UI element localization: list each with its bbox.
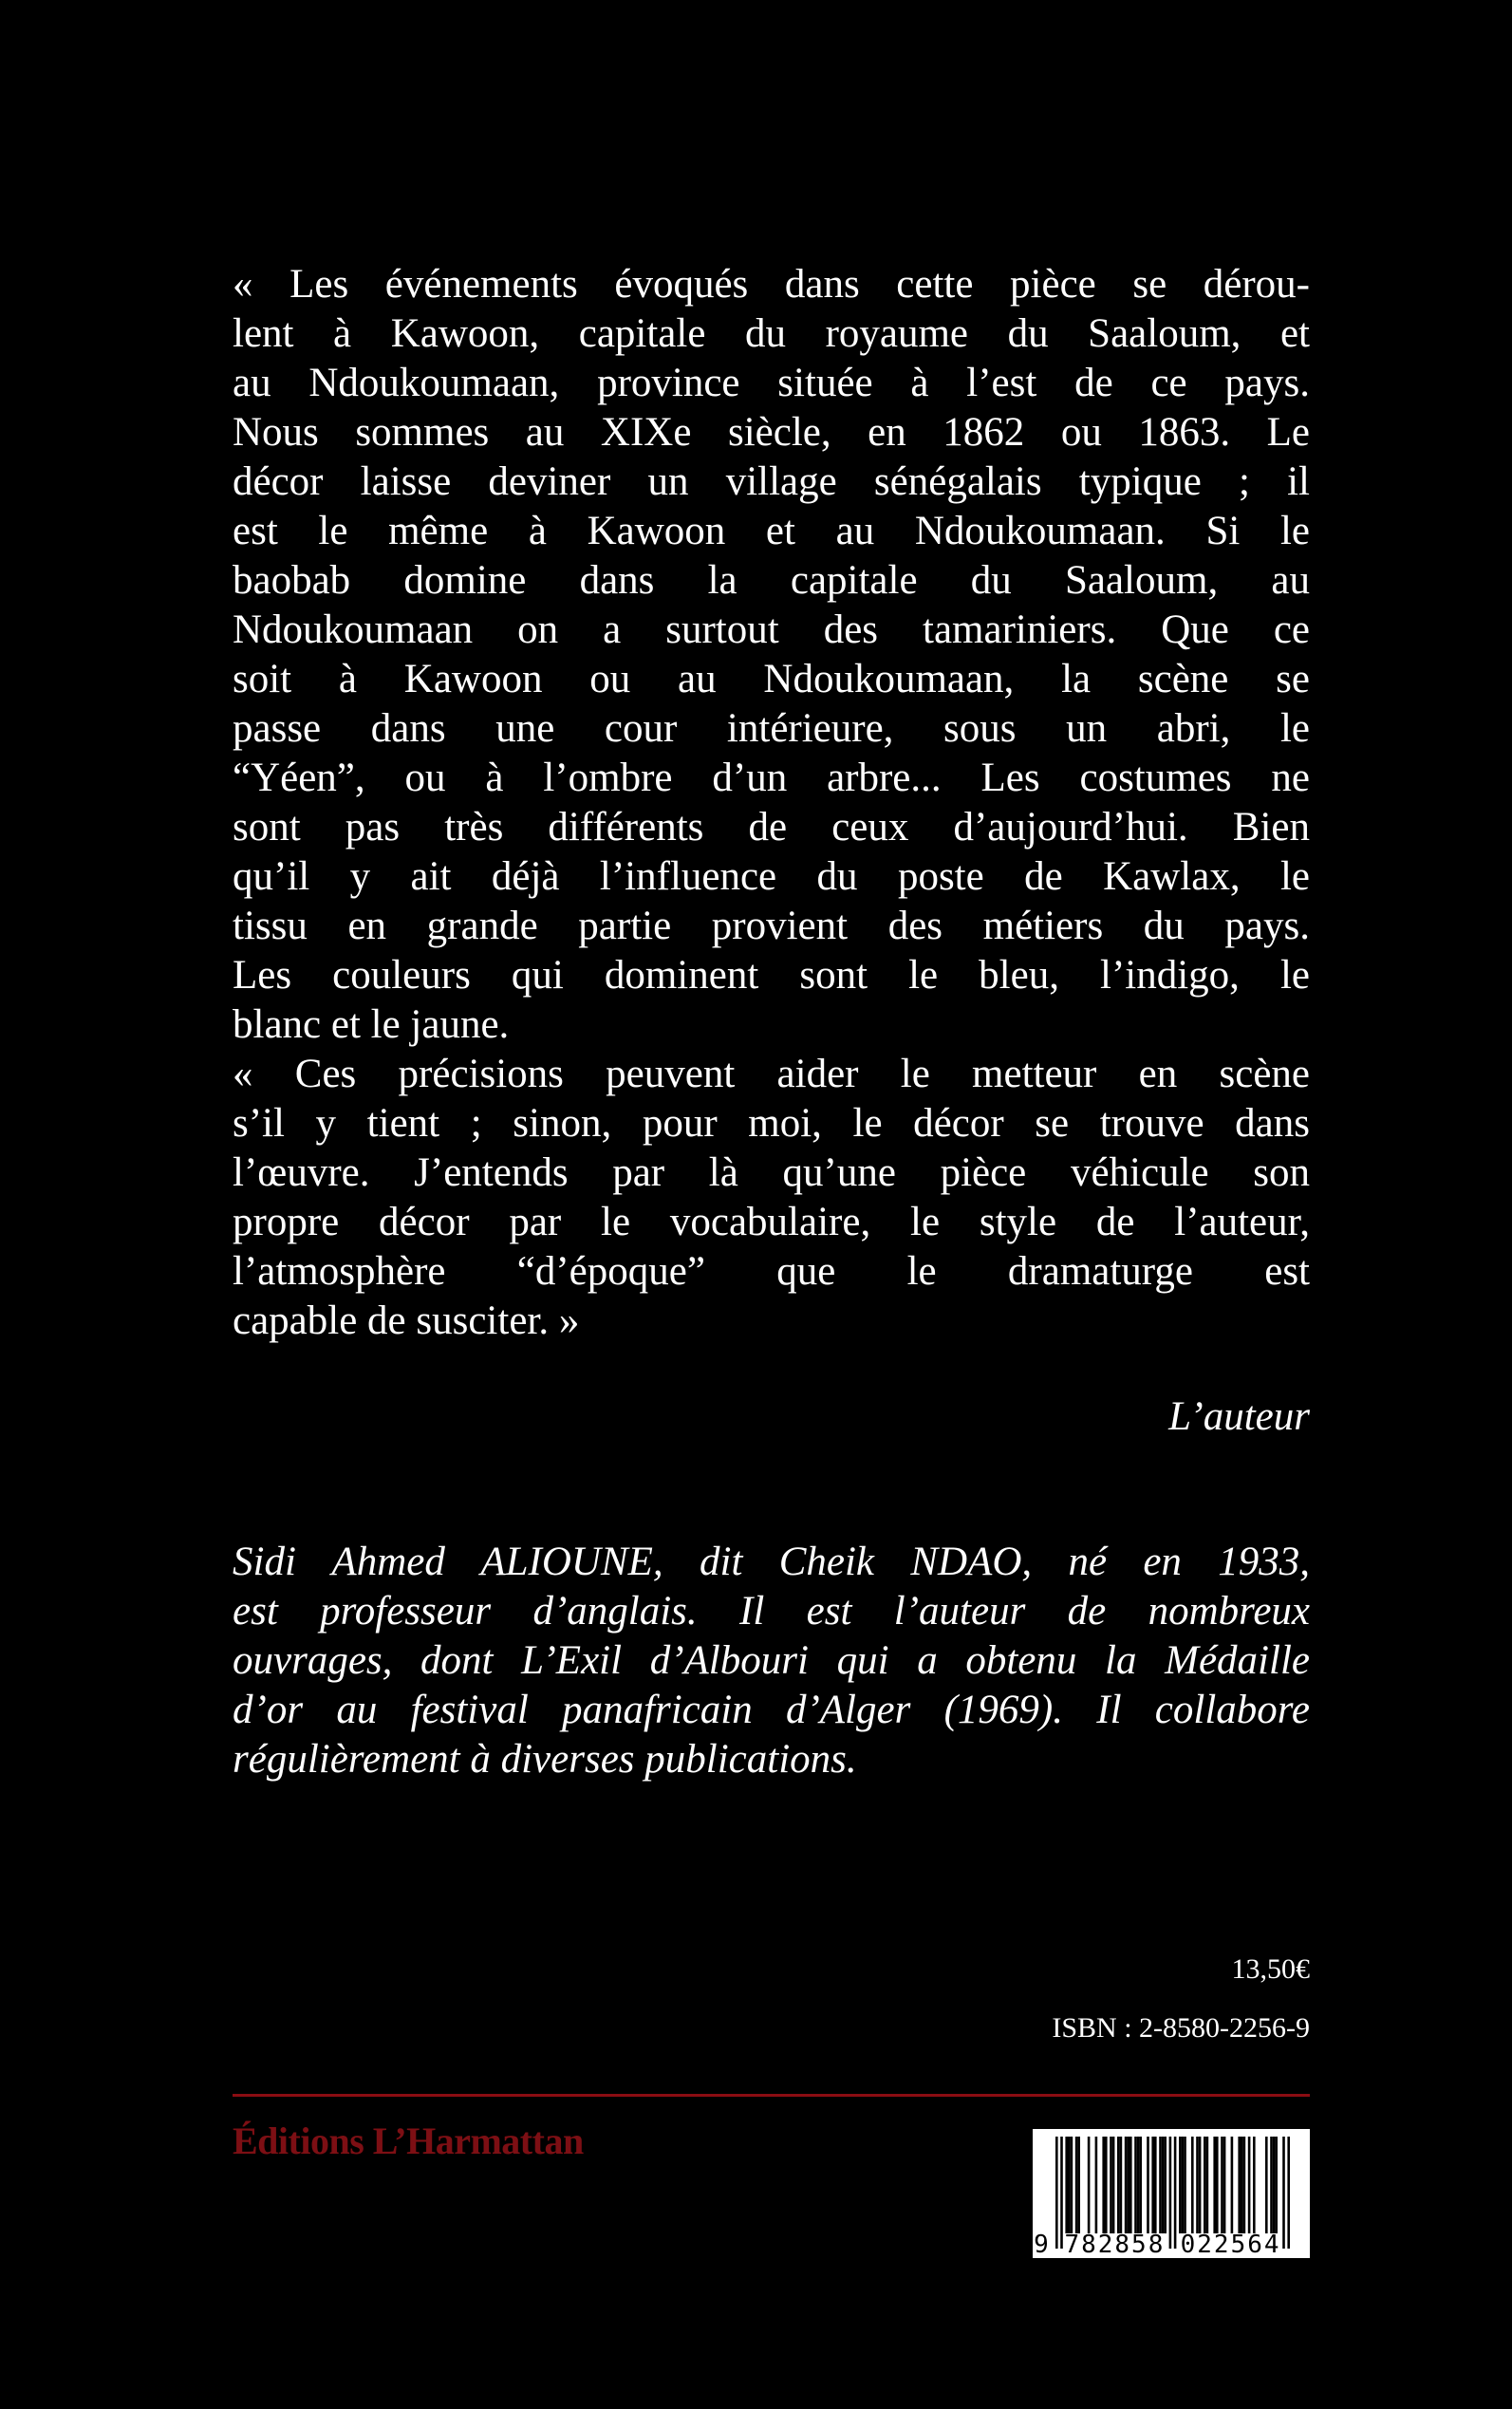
- barcode-bar: [1077, 2137, 1080, 2233]
- barcode-bar: [1231, 2137, 1234, 2233]
- barcode-digits: 782858: [1064, 2231, 1166, 2258]
- barcode-bar: [1125, 2137, 1128, 2233]
- text-line: soit à Kawoon ou au Ndoukoumaan, la scène se: [233, 657, 1310, 701]
- barcode-bar: [1068, 2137, 1071, 2233]
- barcode-bar: [1253, 2137, 1256, 2233]
- text-line: Sidi Ahmed ALIOUNE, dit Cheik NDAO, né en 1933,: [233, 1540, 1310, 1584]
- barcode-bar: [1151, 2137, 1154, 2233]
- barcode-bar: [1275, 2137, 1278, 2233]
- text-line: « Les événements évoqués dans cette pièce se dérou-: [233, 262, 1310, 307]
- text-line: s’il y tient ; sinon, pour moi, le décor se trouve dans: [233, 1101, 1310, 1146]
- barcode-bar: [1282, 2137, 1285, 2249]
- barcode-digits: 022564: [1180, 2231, 1281, 2258]
- barcode-bar: [1184, 2137, 1186, 2233]
- text-line: ouvrages, dont L’Exil d’Albouri qui a obtenu la Médaille: [233, 1638, 1310, 1683]
- barcode-bar: [1095, 2137, 1098, 2233]
- barcode-bar: [1105, 2137, 1108, 2233]
- price: 13,50€: [1231, 1953, 1310, 1985]
- barcode-bar: [1238, 2137, 1241, 2233]
- text-line: « Ces précisions peuvent aider le metteur en scène: [233, 1052, 1310, 1096]
- text-line: baobab domine dans la capitale du Saaloum, au: [233, 558, 1310, 603]
- text-line: lent à Kawoon, capitale du royaume du Saaloum, et: [233, 311, 1310, 356]
- text-line: Les couleurs qui dominent sont le bleu, l’indigo, le: [233, 953, 1310, 998]
- barcode-digits: 9: [1034, 2231, 1051, 2258]
- barcode-bar: [1162, 2137, 1165, 2233]
- barcode-bar: [1137, 2137, 1140, 2233]
- barcode-bar: [1169, 2137, 1172, 2249]
- text-line: est professeur d’anglais. Il est l’auteur de nombreux: [233, 1589, 1310, 1634]
- quote-signature: L’auteur: [1168, 1394, 1310, 1439]
- text-line: l’œuvre. J’entends par là qu’une pièce véhicule son: [233, 1150, 1310, 1195]
- barcode-bar: [1154, 2137, 1157, 2233]
- text-line: d’or au festival panafricain d’Alger (1969). Il collabore: [233, 1688, 1310, 1732]
- text-line: au Ndoukoumaan, province située à l’est de ce pays.: [233, 361, 1310, 405]
- barcode-bar: [1265, 2137, 1268, 2233]
- barcode-bar: [1179, 2137, 1182, 2233]
- text-line: propre décor par le vocabulaire, le style de l’auteur,: [233, 1200, 1310, 1244]
- barcode-bar: [1129, 2137, 1132, 2233]
- barcode-bar: [1174, 2137, 1177, 2249]
- text-line: décor laisse deviner un village sénégalais typique ; il: [233, 459, 1310, 504]
- text-line: est le même à Kawoon et au Ndoukoumaan. Si le: [233, 509, 1310, 553]
- barcode-bar: [1110, 2137, 1112, 2233]
- text-line: “Yéen”, ou à l’ombre d’un arbre... Les costumes ne: [233, 756, 1310, 800]
- text-line: sont pas très différents de ceux d’aujourd’hui. Bien: [233, 805, 1310, 850]
- barcode: [1033, 2129, 1310, 2258]
- barcode-bar: [1243, 2137, 1246, 2233]
- publisher-logo: Éditions L’Harmattan: [233, 2120, 584, 2162]
- author-biography: [233, 1538, 1310, 1784]
- text-line: passe dans une cour intérieure, sous un abri, le: [233, 706, 1310, 751]
- text-line: Ndoukoumaan on a surtout des tamariniers. Que ce: [233, 607, 1310, 652]
- barcode-bar: [1164, 2137, 1167, 2233]
- barcode-bar: [1241, 2137, 1243, 2233]
- barcode-bar: [1060, 2137, 1063, 2249]
- barcode-bar: [1102, 2137, 1105, 2233]
- divider-rule: [233, 2094, 1310, 2097]
- text-line: régulièrement à diverses publications.: [233, 1737, 857, 1782]
- barcode-bar: [1270, 2137, 1273, 2233]
- barcode-bar: [1182, 2137, 1185, 2233]
- barcode-bar: [1075, 2137, 1078, 2233]
- barcode-bar: [1191, 2137, 1194, 2233]
- barcode-bar: [1088, 2137, 1091, 2233]
- barcode-bar: [1120, 2137, 1123, 2233]
- barcode-bar: [1213, 2137, 1216, 2233]
- barcode-bar: [1223, 2137, 1226, 2233]
- back-cover-quote: [233, 260, 1310, 1346]
- text-line: capable de susciter. »: [233, 1298, 580, 1343]
- barcode-bar: [1139, 2137, 1142, 2233]
- barcode-bar: [1117, 2137, 1120, 2233]
- barcode-bar: [1206, 2137, 1209, 2233]
- barcode-bar: [1273, 2137, 1276, 2233]
- barcode-bar: [1065, 2137, 1068, 2233]
- isbn: ISBN : 2-8580-2256-9: [1052, 2012, 1310, 2044]
- text-line: blanc et le jaune.: [233, 1002, 510, 1047]
- text-line: l’atmosphère “d’époque” que le dramaturge est: [233, 1249, 1310, 1294]
- barcode-bar: [1147, 2137, 1149, 2233]
- text-line: qu’il y ait déjà l’influence du poste de Kawlax, le: [233, 854, 1310, 899]
- barcode-bar: [1055, 2137, 1058, 2249]
- barcode-bar: [1248, 2137, 1251, 2233]
- text-line: tissu en grande partie provient des métiers du pays.: [233, 904, 1310, 948]
- barcode-bar: [1134, 2137, 1137, 2233]
- barcode-bar: [1127, 2137, 1129, 2233]
- barcode-bar: [1196, 2137, 1199, 2233]
- barcode-bar: [1216, 2137, 1219, 2233]
- barcode-bar: [1204, 2137, 1206, 2233]
- barcode-bar: [1112, 2137, 1115, 2233]
- barcode-bar: [1159, 2137, 1162, 2233]
- barcode-bar: [1199, 2137, 1202, 2233]
- text-line: Nous sommes au XIXe siècle, en 1862 ou 1863. Le: [233, 410, 1310, 455]
- barcode-bar: [1071, 2137, 1073, 2233]
- barcode-bars: [1033, 2129, 1310, 2258]
- barcode-bar: [1221, 2137, 1223, 2233]
- barcode-bar: [1287, 2137, 1290, 2249]
